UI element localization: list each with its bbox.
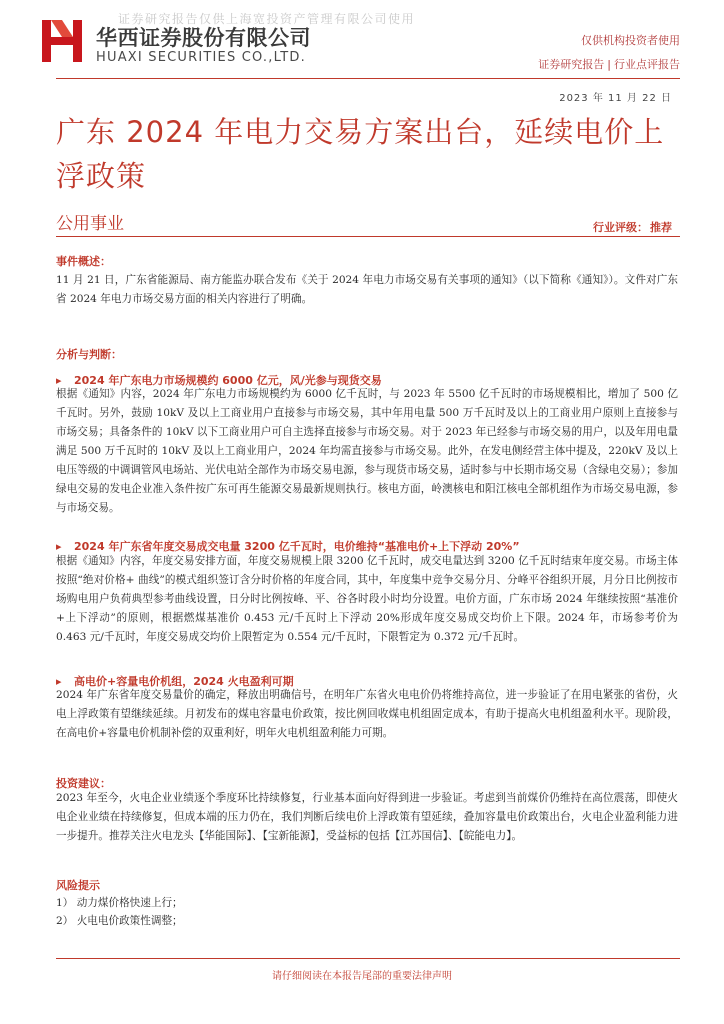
event-text: 11 月 21 日，广东省能源局、南方能监办联合发布《关于 2024 年电力市场交易有关事项的通知》（以下简称《通知》）。文件对广东省 2024 年电力市场交易方面的相关内容进行了明确。 — [56, 274, 678, 305]
rating-label: 行业评级： — [593, 221, 648, 234]
company-name-cn: 华西证券股份有限公司 — [96, 26, 311, 50]
page-title: 广东 2024 年电力交易方案出台，延续电价上浮政策 — [56, 115, 665, 193]
huaxi-logo-icon — [42, 20, 82, 62]
legal-notice: 请仔细阅读在本报告尾部的重要法律声明 — [272, 971, 452, 982]
watermark: 证券研究报告仅供上海宽投资产管理有限公司使用 — [118, 12, 416, 26]
footer-divider — [56, 958, 680, 959]
investment-heading: 投资建议： — [56, 777, 111, 790]
analysis-point-title-text: 高电价+容量电价机组，2024 火电盈利可期 — [74, 675, 294, 688]
report-date: 2023 年 11 月 22 日 — [559, 93, 672, 104]
audience-note: 仅供机构投资者使用 — [581, 34, 680, 47]
analysis-point-text: 根据《通知》内容，2024 年广东电力市场规模约为 6000 亿千瓦时，与 2023 年 5500 亿千瓦时的市场规模相比，增加了 500 亿千瓦时。另外，鼓励 10kV 及以上工商业用户直接参与市场交易，其中年用电量 500 万千瓦时及以上的工商业用户原则上直接参与市场交易；具备条件的 10kV 以下工商业用户可自主选择直接参与市场交易。对于 2023 年已经参与市场交易的用户，以及年用电量满足 500 万千瓦时的 10kV 及以上工商业用户，2024 年均需直接参与市场交易。此外，在发电侧经营主体中提及，220kV 及以上电压等级的中调调管风电场站、光伏电站全部作为市场交易电源，参与现货市场交易，适时参与中长期市场交易（含绿电交易）；参加绿电交易的发电企业准入条件按广东可再生能源交易最新规则执行。核电方面，岭澳核电和阳江核电全部机组作为市场交易电源，参与市场交易。 — [56, 388, 678, 514]
analysis-point-text: 2024 年广东省年度交易量价的确定，释放出明确信号，在明年广东省火电电价仍将维持高位，进一步验证了在用电紧张的省份，火电上浮政策有望继续延续。月初发布的煤电容量电价政策，按比例回收煤电机组固定成本，有助于提高火电机组盈利水平。现阶段，在高电价+容量电价机制补偿的双重利好，明年火电机组盈利能力可期。 — [56, 689, 678, 739]
triangle-bullet-icon: ▸ — [56, 675, 62, 688]
risk-item: 2） 火电电价政策性调整； — [56, 915, 183, 927]
company-name-en: HUAXI SECURITIES CO.,LTD. — [96, 50, 306, 65]
rating-value: 推荐 — [650, 221, 672, 234]
analysis-point-title-text: 2024 年广东省年度交易成交电量 3200 亿千瓦时，电价维持“基准电价+上下浮动 20%” — [74, 540, 520, 553]
report-type-secondary: 行业点评报告 — [614, 58, 680, 71]
triangle-bullet-icon: ▸ — [56, 540, 62, 553]
triangle-bullet-icon: ▸ — [56, 374, 62, 387]
event-heading: 事件概述： — [56, 255, 111, 268]
risk-item: 1） 动力煤价格快速上行； — [56, 897, 183, 909]
report-type-primary: 证券研究报告 — [538, 58, 605, 71]
industry-rating — [593, 219, 672, 235]
investment-text: 2023 年至今，火电企业业绩逐个季度环比持续修复，行业基本面向好得到进一步验证。考虑到当前煤价仍维持在高位震荡，即使火电企业业绩在持续修复，但成本端的压力仍在，我们判断后续电价上浮政策有望延续，叠加容量电价政策出台，火电企业盈利能力进一步提升。推荐关注火电龙头【华能国际】、【宝新能源】，受益标的包括【江苏国信】、【皖能电力】。 — [56, 792, 678, 842]
analysis-point-text: 根据《通知》内容，年度交易安排方面，年度交易规模上限 3200 亿千瓦时，成交电量达到 3200 亿千瓦时结束年度交易。市场主体按照“绝对价格+ 曲线”的模式组织签订含分时价格的年度合同，其中，年度集中竞争交易分月、分峰平谷组织开展，月分日比例按市场购电用户负荷典型参考曲线设置，日分时比例按峰、平、谷各时段小时均分设置。电价方面，广东市场 2024 年继续按照“基准价+上下浮动”的原则，根据燃煤基准价 0.453 元/千瓦时上下浮动 20%形成年度交易成交均价上下限。2024 年，市场参考价为 0.463 元/千瓦时，年度交易成交均价上限暂定为 0.554 元/千瓦时，下限暂定为 0.372 元/千瓦时。 — [56, 555, 678, 643]
industry-label: 公用事业 — [56, 214, 124, 234]
analysis-heading: 分析与判断： — [56, 348, 122, 361]
header-divider — [56, 78, 680, 79]
report-type: 证券研究报告 | 行业点评报告 — [538, 58, 680, 71]
section-divider — [56, 236, 680, 237]
analysis-point-title-text: 2024 年广东电力市场规模约 6000 亿元，风/光参与现货交易 — [74, 374, 382, 387]
risk-heading: 风险提示 — [56, 879, 100, 892]
